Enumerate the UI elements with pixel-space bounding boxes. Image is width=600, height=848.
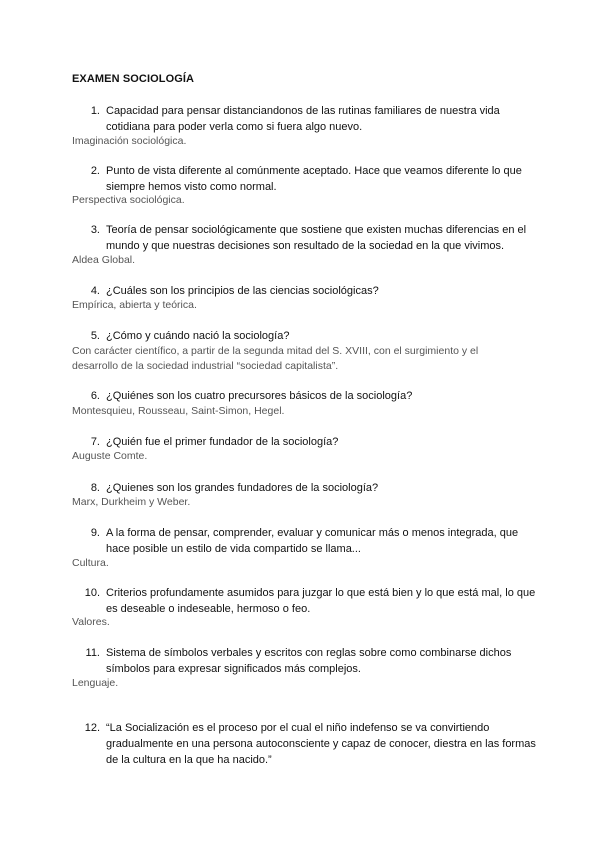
question-number: 3.	[90, 224, 100, 236]
question-text: ¿Cuáles son los principios de las ciencias sociológicas?	[106, 285, 379, 297]
answer-text: Montesquieu, Rousseau, Saint-Simon, Hegel.	[72, 405, 285, 417]
answer-text: Imaginación sociológica.	[72, 135, 187, 147]
question-text: Criterios profundamente asumidos para juzgar lo que está bien y lo que está mal, lo que es deseable o indeseable, hermoso o feo.	[106, 587, 536, 615]
question-text: Capacidad para pensar distanciandonos de las rutinas familiares de nuestra vida cotidiana para poder verla como si fuera algo nuevo.	[106, 105, 500, 133]
question-text: “La Socialización es el proceso por el cual el niño indefenso se va convirtiendo gradualmente en una persona autoconsciente y capaz de conocer, diestra en las formas de la cultura en la que ha nacido.”	[106, 722, 536, 766]
question-text: Punto de vista diferente al comúnmente aceptado. Hace que veamos diferente lo que siempre hemos visto como normal.	[106, 165, 522, 193]
question-number: 4.	[90, 285, 100, 297]
answer-text: Auguste Comte.	[72, 450, 148, 462]
answer-text: Perspectiva sociológica.	[72, 194, 185, 206]
question-text: ¿Quienes son los grandes fundadores de la sociología?	[106, 482, 379, 494]
question-text: Teoría de pensar sociológicamente que sostiene que existen muchas diferencias en el mundo y que nuestras decisiones son resultado de la sociedad en la que vivimos.	[106, 224, 527, 252]
answer-text: Cultura.	[72, 557, 109, 569]
question-text: Sistema de símbolos verbales y escritos con reglas sobre como combinarse dichos símbolos para expresar significados más complejos.	[106, 647, 512, 675]
question-number: 1.	[90, 105, 100, 117]
answer-text: Empírica, abierta y teórica.	[72, 299, 197, 311]
question-text: ¿Quién fue el primer fundador de la sociología?	[106, 436, 339, 448]
question-text: ¿Quiénes son los cuatro precursores básicos de la sociología?	[106, 390, 413, 402]
question-number: 7.	[90, 436, 100, 448]
answer-text: Con carácter científico, a partir de la segunda mitad del S. XVIII, con el surgimiento y el desarrollo de la sociedad industrial “sociedad capitalista”.	[72, 345, 479, 372]
answer-text: Valores.	[72, 616, 110, 628]
question-number: 10.	[84, 587, 100, 599]
question-number: 9.	[90, 527, 100, 539]
question-number: 8.	[90, 482, 100, 494]
page-title: EXAMEN SOCIOLOGÍA	[72, 73, 195, 85]
question-text: ¿Cómo y cuándo nació la sociología?	[106, 330, 290, 342]
question-number: 2.	[90, 165, 100, 177]
answer-text: Lenguaje.	[72, 677, 119, 689]
question-number: 11.	[85, 647, 100, 659]
answer-text: Marx, Durkheim y Weber.	[72, 496, 191, 508]
question-number: 5.	[90, 330, 100, 342]
question-number: 6.	[90, 390, 100, 402]
question-text: A la forma de pensar, comprender, evaluar y comunicar más o menos integrada, que hace posible un estilo de vida compartido se llama...	[106, 527, 519, 555]
question-number: 12.	[84, 722, 100, 734]
answer-text: Aldea Global.	[72, 254, 136, 266]
